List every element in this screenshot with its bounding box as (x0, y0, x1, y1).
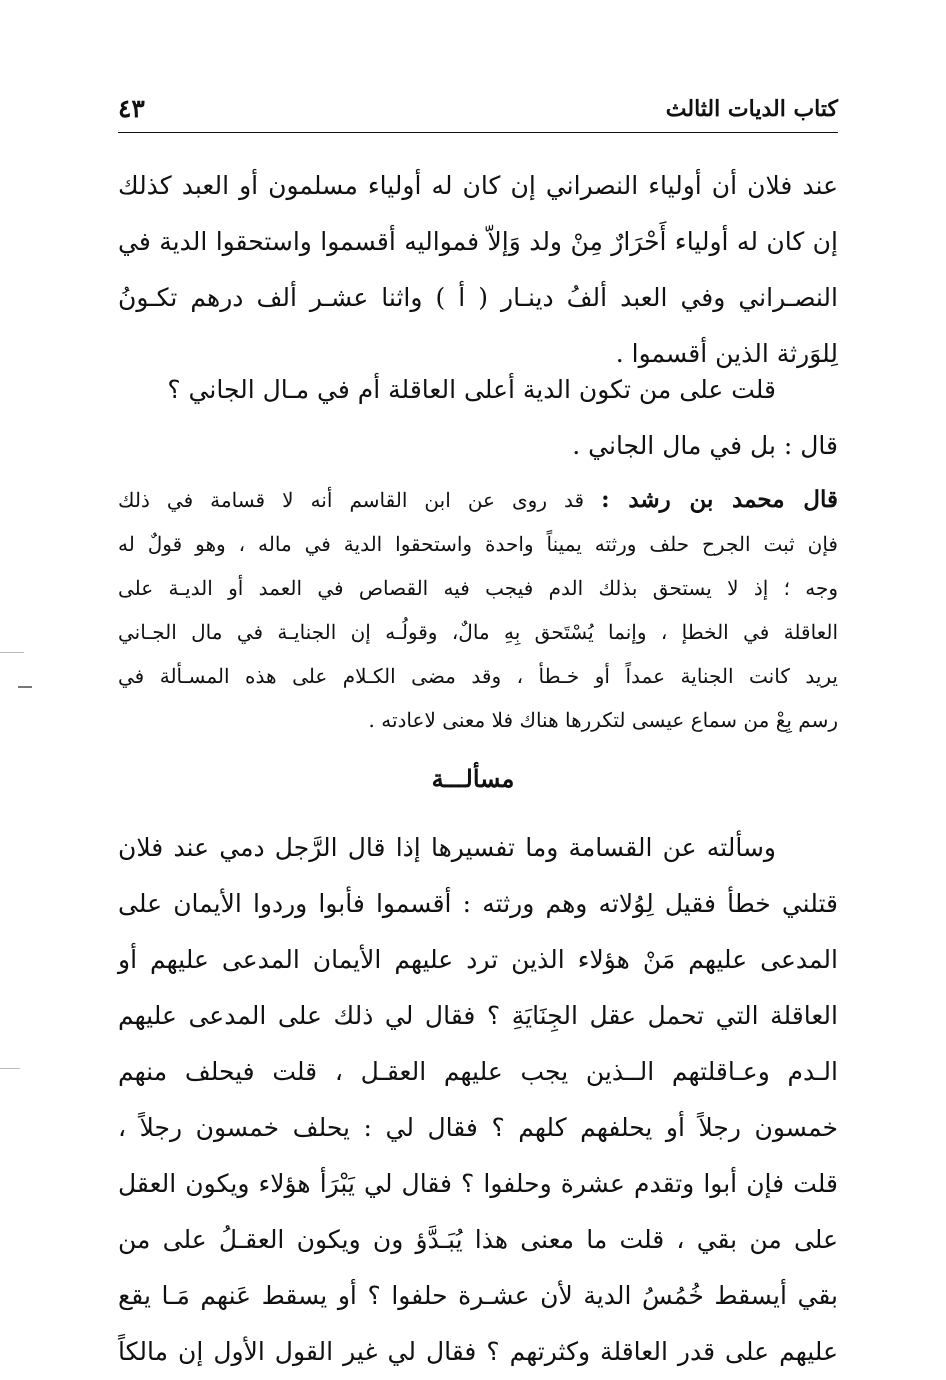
text-line: عند فلان أن أولياء النصراني إن كان له أولياء مسلمون أو العبد كذلك (118, 171, 838, 200)
text-line: المدعى عليهم مَنْ هؤلاء الذين ترد عليهم الأيمان المدعى عليهم أو (118, 945, 838, 974)
paragraph-3 (118, 820, 838, 1380)
running-header (118, 92, 838, 133)
paragraph-2 (118, 362, 838, 474)
text-line: وجه ؛ إذ لا يستحق بذلك الدم فيجب فيه القصاص في العمد أو الديـة على (118, 576, 838, 600)
text-line: قلت على من تكون الدية أعلى العاقلة أم في مـال الجاني ؟ (167, 375, 776, 404)
scan-artifact (0, 1068, 20, 1069)
text-line: إن كان له أولياء أَحْرَارٌ مِنْ ولد وَإلاّ فمواليه أقسموا واستحقوا الدية في (118, 227, 838, 256)
text-line: خمسون رجلاً أو يحلفهم كلهم ؟ فقال لي : يحلف خمسون رجلاً ، (118, 1113, 838, 1142)
scan-artifact (0, 652, 24, 653)
paragraph-1 (118, 158, 838, 382)
running-title: كتاب الديات الثالث (665, 96, 838, 122)
commentary-lead: قال محمد بن رشد : (601, 486, 838, 513)
page-number: ٤٣ (118, 94, 145, 123)
section-heading: مسألـــة (431, 764, 515, 793)
text-line: العاقلة التي تحمل عقل الجِنَايَةِ ؟ فقال لي ذلك على المدعى عليهم (118, 1001, 838, 1030)
text-line: العاقلة في الخطإ ، وإنما يُسْتَحق بِهِ مالٌ، وقولُـه إن الجنايـة في مال الجـاني (118, 620, 838, 644)
scan-artifact (18, 686, 32, 688)
text-line: على من بقي ، قلت ما معنى هذا يُبَـدَّؤ ون ويكون العقـلُ على من (118, 1225, 838, 1254)
text-line (118, 478, 838, 522)
text-line: النصـراني وفي العبد ألفُ دينـار ( أ ) واثنا عشـر ألف درهم تكـونُ (118, 283, 838, 312)
text-line: يريد كانت الجناية عمداً أو خـطأ ، وقد مضى الكـلام على هذه المسـألة في (118, 664, 838, 688)
commentary-paragraph (118, 478, 838, 742)
text-line: لِلوَرثة الذين أقسموا . (615, 339, 838, 368)
text-line: وسألته عن القسامة وما تفسيرها إذا قال الرَّجل دمي عند فلان (118, 833, 776, 862)
text-line: قال : بل في مال الجاني . (572, 431, 838, 460)
text-line: قتلني خطأ فقيل لِوُلاته وهم ورثته : أقسموا فأبوا وردوا الأيمان على (118, 889, 838, 918)
commentary-first-line: قد روى عن ابن القاسم أنه لا قسامة في ذلك (118, 488, 585, 512)
text-line: قلت فإن أبوا وتقدم عشرة وحلفوا ؟ فقال لي يَبْرَأ هؤلاء ويكون العقل (118, 1169, 838, 1198)
text-line: رسم بِعْ من سماع عيسى لتكررها هناك فلا معنى لاعادته . (368, 708, 838, 732)
text-line: عليهم على قدر العاقلة وكثرتهم ؟ فقال لي غير القول الأول إن مالكاً (118, 1337, 838, 1366)
text-line: فإن ثبت الجرح حلف ورثته يميناً واحدة واستحقوا الدية في ماله ، وهو قولٌ له (118, 532, 838, 556)
text-line: بقي أيسقط خُمُسُ الدية لأن عشـرة حلفوا ؟ أو يسقط عَنهم مَـا يقع (118, 1281, 838, 1310)
text-line: الـدم وعـاقلتهم الــذين يجب عليهم العقـل ، قلت فيحلف منهم (118, 1057, 838, 1086)
